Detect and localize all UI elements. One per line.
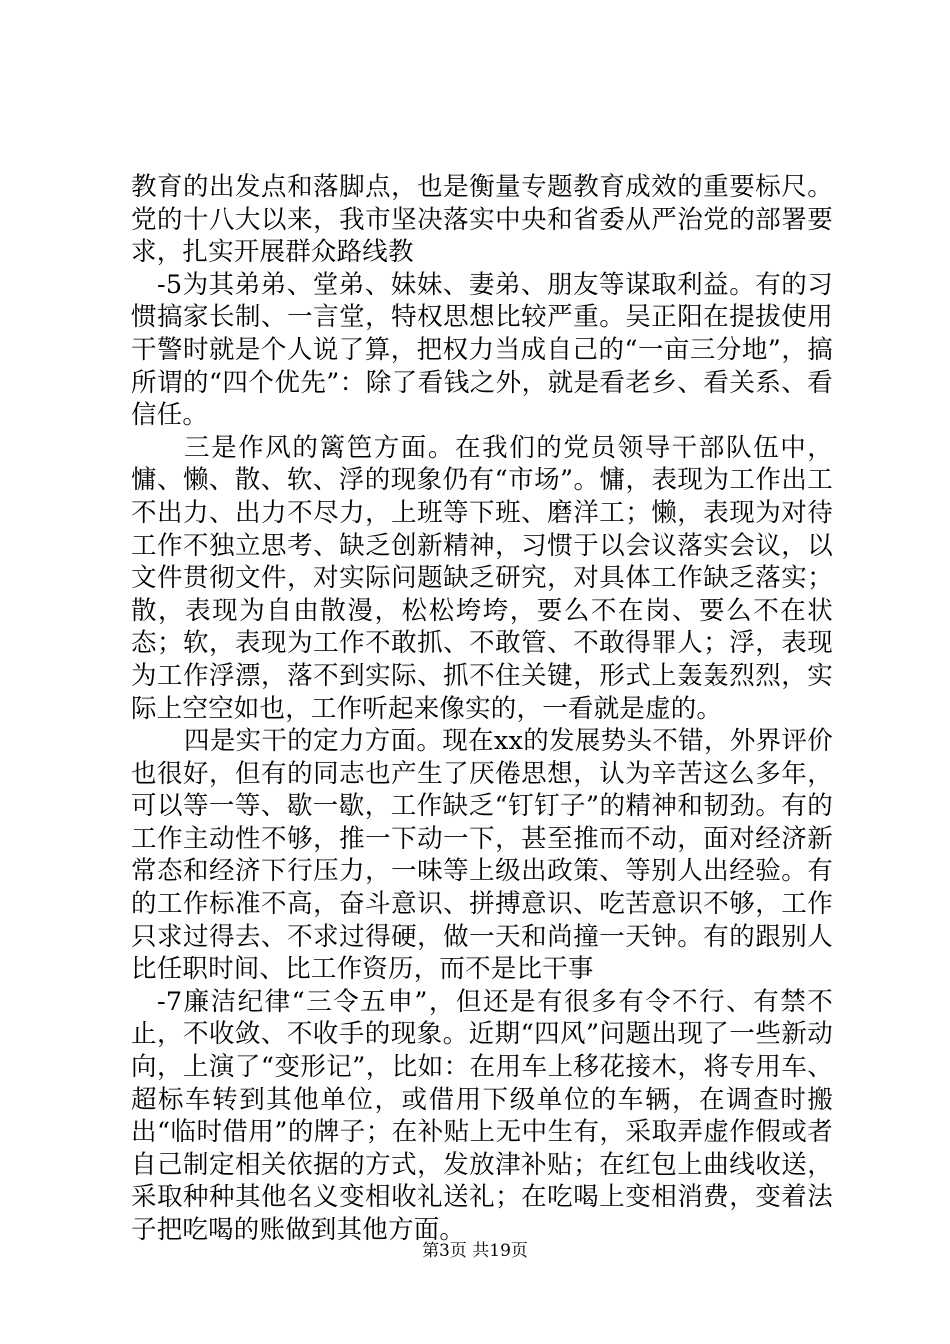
paragraph: -7廉洁纪律“三令五申”，但还是有很多有令不行、有禁不止，不收敛、不收手的现象。近期“四风”问题出现了一些新动向，上演了“变形记”，比如：在用车上移花接木，将专用车、超标车转到其他单位，或借用下级单位的车辆，在调查时搬出“临时借用”的牌子；在补贴上无中生有，采取弄虚作假或者自己制定相关依据的方式，发放津补贴；在红包上曲线收送，采取种种其他名义变相收礼送礼；在吃喝上变相消费，变着法子把吃喝的账做到其他方面。 [131, 986, 833, 1245]
paragraph: 教育的出发点和落脚点，也是衡量专题教育成效的重要标尺。党的十八大以来，我市坚决落实中央和省委从严治党的部署要求，扎实开展群众路线教 [131, 172, 833, 268]
page-number-footer: 第3页 共19页 [422, 1241, 528, 1261]
paragraph: 四是实干的定力方面。现在xx的发展势头不错，外界评价也很好，但有的同志也产生了厌倦思想，认为辛苦这么多年，可以等一等、歇一歇，工作缺乏“钉钉子”的精神和韧劲。有的工作主动性不够，推一下动一下，甚至推而不动，面对经济新常态和经济下行压力，一味等上级出政策、等别人出经验。有的工作标准不高，奋斗意识、拼搏意识、吃苦意识不够，工作只求过得去、不求过得硬，做一天和尚撞一天钟。有的跟别人比任职时间、比工作资历，而不是比干事 [131, 726, 833, 985]
document-body [131, 171, 833, 1247]
paragraph: -5为其弟弟、堂弟、妹妹、妻弟、朋友等谋取利益。有的习惯搞家长制、一言堂，特权思想比较严重。吴正阳在提拔使用干警时就是个人说了算，把权力当成自己的“一亩三分地”，搞所谓的“四个优先”：除了看钱之外，就是看老乡、看关系、看信任。 [131, 269, 833, 431]
paragraph: 三是作风的篱笆方面。在我们的党员领导干部队伍中，慵、懒、散、软、浮的现象仍有“市场”。慵，表现为工作出工不出力、出力不尽力，上班等下班、磨洋工；懒，表现为对待工作不独立思考、缺乏创新精神，习惯于以会议落实会议，以文件贯彻文件，对实际问题缺乏研究，对具体工作缺乏落实；散，表现为自由散漫，松松垮垮，要么不在岗、要么不在状态；软，表现为工作不敢抓、不敢管、不敢得罪人；浮，表现为工作浮漂，落不到实际、抓不住关键，形式上轰轰烈烈，实际上空空如也，工作听起来像实的，一看就是虚的。 [131, 432, 833, 724]
